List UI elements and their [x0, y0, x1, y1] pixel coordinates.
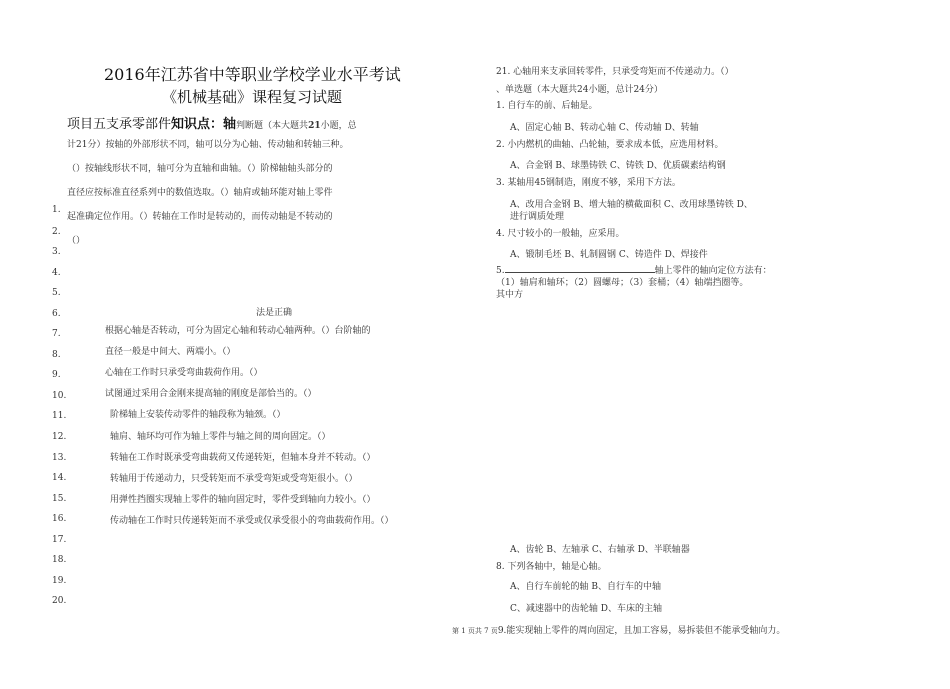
item-number: 5.	[52, 288, 61, 298]
judge-item: 阶梯轴上安装传动零件的轴段称为轴颈。（）	[110, 410, 286, 420]
item-number: 13.	[52, 453, 67, 463]
question-9: 9.能实现轴上零件的周向固定，且加工容易，易拆装但不能承受轴向力。	[497, 626, 786, 636]
doc-title-line2: 《机械基础》课程复习试题	[162, 88, 343, 106]
question-8-options-a: A、自行车前轮的轴 B、自行车的中轴	[510, 582, 661, 592]
item-number: 10.	[52, 391, 67, 401]
item-number: 20.	[52, 596, 67, 606]
question-3: 3. 某轴用45钢制造，刚度不够，采用下方法。	[496, 178, 681, 188]
judge-heading: 判断题（本大题共	[236, 121, 309, 131]
knowledge-point-label: 知识点：	[171, 117, 224, 132]
item-number: 7.	[52, 329, 61, 339]
left-para-line: （）	[67, 236, 86, 246]
item-number: 8.	[52, 350, 61, 360]
question-8: 8. 下列各轴中，轴是心轴。	[496, 562, 607, 572]
question-8-options-c: C、减速器中的齿轮轴 D、车床的主轴	[510, 604, 662, 614]
item-number: 19.	[52, 576, 67, 586]
question-4: 4. 尺寸较小的一般轴，应采用。	[496, 229, 625, 239]
question-3-options-cont: 进行调质处理	[510, 212, 565, 222]
judge-heading-end: 小题，总	[320, 121, 357, 131]
item-number: 4.	[52, 268, 61, 278]
section-heading: 项目五支承零部件	[67, 117, 172, 132]
judge-count: 21	[308, 121, 321, 131]
judge-item: 直径一般是中间大、两端小。（）	[105, 347, 236, 357]
question-21: 21. 心轴用来支承回转零件，只承受弯矩而不传递动力。（）	[496, 67, 734, 77]
item-number: 9.	[52, 370, 61, 380]
question-5-blank	[505, 263, 655, 273]
item-number: 16.	[52, 514, 67, 524]
left-para-line: 直径应按标准直径系列中的数值选取。（）轴肩或轴环能对轴上零件	[67, 188, 333, 198]
question-2: 2. 小内燃机的曲轴、凸轮轴，要求成本低，应选用材料。	[496, 140, 724, 150]
judge-item: 传动轴在工作时只传递转矩而不承受或仅承受很小的弯曲载荷作用。（）	[110, 516, 394, 526]
question-5-methods: （1）轴肩和轴环；（2）圆螺母；（3）套桶；（4）轴端挡圈等。	[496, 278, 749, 288]
knowledge-point-bold: 轴	[223, 117, 237, 132]
question-1: 1. 自行车的前、后轴是。	[496, 101, 598, 111]
item-number: 17.	[52, 535, 67, 545]
item-number: 6.	[52, 309, 61, 319]
question-3-options: A、改用合金钢 B、增大轴的横截面积 C、改用球墨铸铁 D、	[510, 200, 753, 210]
judge-item: 试图通过采用合金刚来提高轴的刚度是部恰当的。（）	[105, 389, 317, 399]
left-para-line: 计21分）按轴的外部形状不同，轴可以分为心轴、传动轴和转轴三种。	[67, 140, 349, 150]
footer-row	[452, 618, 785, 637]
left-para-line: （）按轴线形状不同，轴可分为直轴和曲轴。（）阶梯轴轴头部分的	[67, 164, 333, 174]
judge-item: 用弹性挡圈实现轴上零件的轴向固定时，零件受到轴向力较小。（）	[110, 495, 376, 505]
question-4-options: A、锻制毛坯 B、轧制圆钢 C、铸造件 D、焊接件	[510, 250, 708, 260]
item-number: 1.	[52, 205, 61, 215]
single-choice-heading: 、单选题（本大题共24小题，总计24分）	[496, 85, 663, 95]
judge-item: 转轴在工作时既承受弯曲载荷又传递转矩，但轴本身并不转动。（）	[110, 453, 376, 463]
item-number: 12.	[52, 432, 67, 442]
left-para-line: 起准确定位作用。（）转轴在工作时是转动的，而传动轴是不转动的	[67, 212, 333, 222]
question-5-suffix: 轴上零件的轴向定位方法有：	[654, 266, 772, 276]
doc-title-line1: 2016年江苏省中等职业学校学业水平考试	[104, 65, 401, 84]
page-footer: 第 1 页共 7 页	[452, 627, 498, 635]
question-7-options: A、齿轮 B、左轴承 C、右轴承 D、半联轴器	[510, 545, 690, 555]
question-5-prefix: 5.	[496, 266, 505, 276]
judge-item: 根据心轴是否转动，可分为固定心轴和转动心轴两种。（）台阶轴的	[105, 326, 371, 336]
judge-item: 轴肩、轴环均可作为轴上零件与轴之间的周向固定。（）	[110, 432, 331, 442]
item-number: 15.	[52, 494, 67, 504]
question-5-tail: 其中方	[496, 290, 524, 300]
judge-item: 转轴用于传递动力，只受转矩而不承受弯矩或受弯矩很小。（）	[110, 474, 358, 484]
question-2-options: A、合金钢 B、球墨铸铁 C、铸铁 D、优质碳素结构钢	[510, 161, 726, 171]
item-number: 14.	[52, 473, 67, 483]
question-1-options: A、固定心轴 B、转动心轴 C、传动轴 D、转轴	[510, 123, 699, 133]
center-note: 法是正确	[256, 308, 293, 318]
item-number: 11.	[52, 411, 67, 421]
item-number: 18.	[52, 555, 67, 565]
judge-item: 心轴在工作时只承受弯曲载荷作用。（）	[105, 368, 263, 378]
item-number: 3.	[52, 247, 61, 257]
section-heading-row	[67, 113, 357, 132]
item-number: 2.	[52, 227, 61, 237]
